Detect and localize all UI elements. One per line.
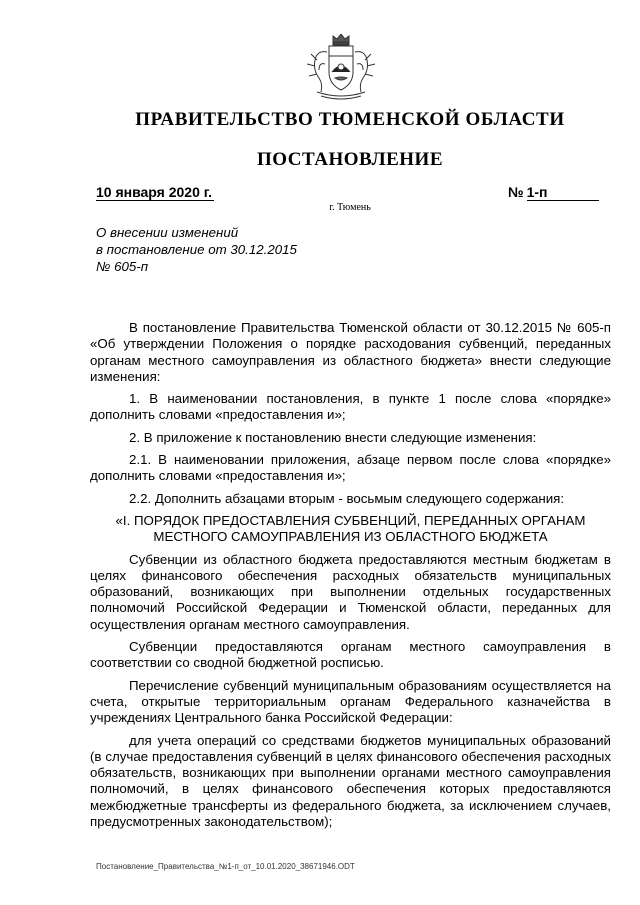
government-title: ПРАВИТЕЛЬСТВО ТЮМЕНСКОЙ ОБЛАСТИ — [135, 109, 565, 130]
city: г. Тюмень — [329, 202, 371, 213]
subject-line: в постановление от 30.12.2015 — [96, 242, 297, 257]
body-paragraph: для учета операций со средствами бюджетов муниципальных образований (в случае предоставления субвенций в целях финансового обеспечения расходных обязательств, возникающих при выполнении органами местного самоуправления полномочий, в целях финансового обеспечения которых предоставляются межбюджетные трансферты из федерального бюджета, за исключением случаев, предусмотренных законодательством); — [90, 732, 611, 830]
body-paragraph: 2. В приложение к постановлению внести следующие изменения: — [129, 429, 537, 445]
subject-line: О внесении изменений — [96, 225, 239, 240]
document-subject — [96, 224, 297, 275]
subject-line: № 605-п — [96, 259, 149, 274]
footer-filename: Постановление_Правительства_№1-п_от_10.01.2020_38671946.ODT — [96, 862, 355, 871]
body-paragraph: Субвенции из областного бюджета предоставляются местным бюджетам в целях финансового обеспечения расходных обязательств муниципальных образований, возникающих при выполнении отдельных государственных полномочий Российской Федерации и Тюменской области, переданных для осуществления органам местного самоуправления. — [90, 551, 611, 632]
section-heading: «I. ПОРЯДОК ПРЕДОСТАВЛЕНИЯ СУБВЕНЦИЙ, ПЕРЕДАННЫХ ОРГАНАМ МЕСТНОГО САМОУПРАВЛЕНИЯ ИЗ ОБЛАСТНОГО БЮДЖЕТА — [115, 512, 586, 545]
document-date: 10 января 2020 г. — [96, 184, 213, 200]
document-type: ПОСТАНОВЛЕНИЕ — [256, 149, 444, 170]
document-body — [90, 320, 611, 836]
number-value: 1-п — [526, 184, 548, 200]
body-paragraph: Перечисление субвенций муниципальным образованиям осуществляется на счета, открытые территориальным органам Федерального казначейства в учреждениях Центрального банка Российской Федерации: — [90, 677, 611, 726]
body-paragraph: Субвенции предоставляются органам местного самоуправления в соответствии со сводной бюджетной росписью. — [90, 639, 611, 671]
body-paragraph: 2.2. Дополнить абзацами вторым - восьмым следующего содержания: — [129, 490, 565, 506]
body-paragraph: 2.1. В наименовании приложения, абзаце первом после слова «порядке» дополнить словами «предоставления и»; — [90, 452, 611, 484]
number-sign: № — [508, 184, 524, 200]
body-paragraph: В постановление Правительства Тюменской области от 30.12.2015 № 605-п «Об утверждении Положения о порядке расходования субвенций, переданных органам местного самоуправления из областного бюджета» внести следующие изменения: — [90, 320, 611, 384]
body-paragraph: 1. В наименовании постановления, в пункте 1 после слова «порядке» дополнить словами «предоставления и»; — [90, 391, 611, 423]
document-number — [508, 184, 604, 201]
tyumen-coat-of-arms-icon — [303, 34, 379, 102]
